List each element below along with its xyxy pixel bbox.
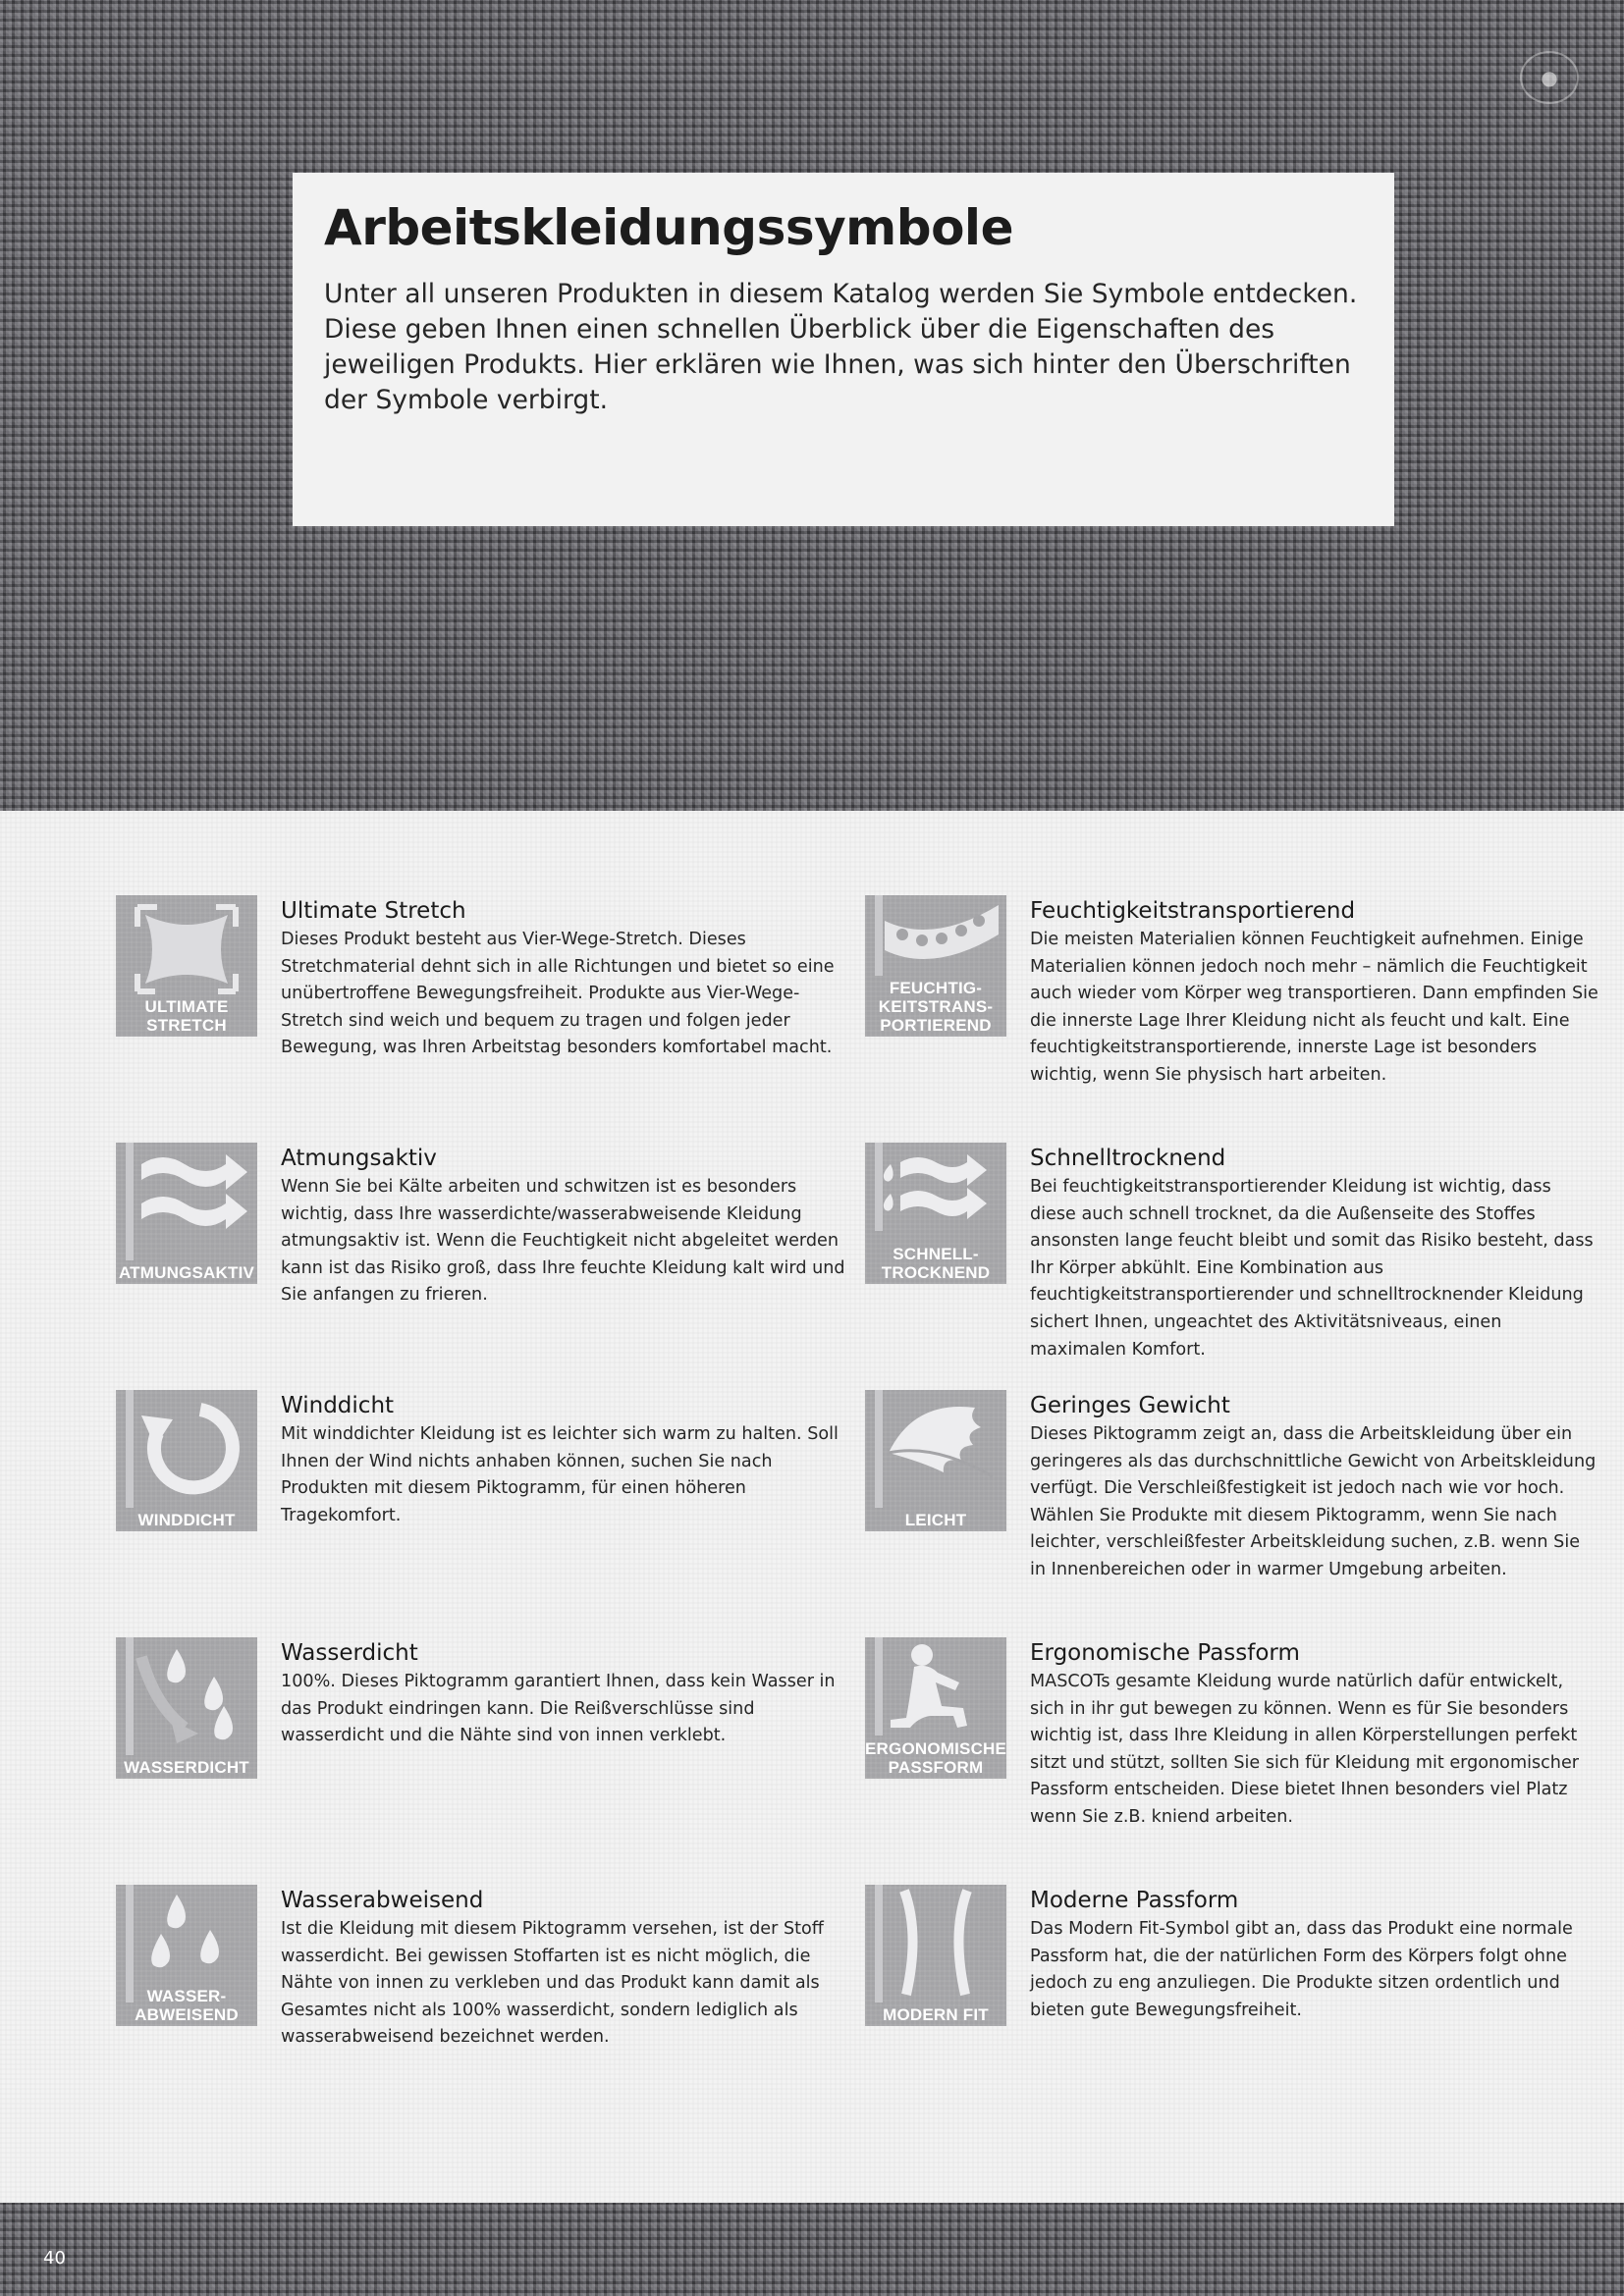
symbol-title: Schnelltrocknend (1030, 1146, 1226, 1171)
symbol-description: Wenn Sie bei Kälte arbeiten und schwitzen ist es besonders wichtig, dass Ihre wasserdichte/wasserabweisende Kleidung atmungsaktiv ist. Wenn die Feuchtigkeit nicht abgeleitet werden kann ist das Risiko groß, dass Ihre feuchte Kleidung kalt wird und Sie anfangen zu frieren. (281, 1177, 845, 1306)
symbol-description: Dieses Piktogramm zeigt an, dass die Arbeitskleidung über ein geringeres als das durchschnittliche Gewicht von Arbeitskleidung verfügt. Die Verschleißfestigkeit ist jedoch nach wie vor hoch. Wählen Sie Produkte mit diesem Piktogramm, wenn Sie nach leichter, verschleißfester Arbeitskleidung suchen, z.B. wenn Sie in Innenbereichen oder in warmer Umgebung arbeiten. (1030, 1424, 1597, 1579)
icon-label: ULTIMATE STRETCH (144, 997, 229, 1035)
symbol-title: Moderne Passform (1030, 1888, 1239, 1913)
icon-label: LEICHT (904, 1511, 967, 1529)
symbol-title: Ergonomische Passform (1030, 1640, 1300, 1666)
icon-label: ERGONOMISCHE PASSFORM (865, 1739, 1006, 1777)
icon-label: WASSERDICHT (124, 1758, 249, 1777)
symbol-description: 100%. Dieses Piktogramm garantiert Ihnen, dass kein Wasser in das Produkt eindringen kann. Die Reißverschlüsse sind wasserdicht und die Nähte sind von innen verklebt. (281, 1672, 836, 1746)
symbol-title: Ultimate Stretch (281, 898, 466, 924)
symbol-title: Winddicht (281, 1393, 395, 1418)
ultimate-stretch-icon (116, 895, 257, 1037)
wasserabweisend-icon (116, 1885, 257, 2026)
symbol-description: Mit winddichter Kleidung ist es leichter sich warm zu halten. Soll Ihnen der Wind nichts anhaben können, suchen Sie nach Produkten mit diesem Piktogramm, für einen höheren Tragekomfort. (281, 1424, 839, 1525)
mascot-logo-icon: ● (1520, 51, 1579, 104)
symbol-description: Die meisten Materialien können Feuchtigkeit aufnehmen. Einige Materialien können jedoch noch mehr – nämlich die Feuchtigkeit auch wieder vom Körper weg transportieren. Dann empfinden Sie die innerste Lage Ihrer Kleidung nicht als feucht und kalt. Eine feuchtigkeitstransportierende, innerste Lage ist besonders wichtig, wenn Sie physisch hart arbeiten. (1030, 930, 1598, 1085)
page-title: Arbeitskleidungssymbole (324, 199, 1013, 256)
icon-label: WINDDICHT (137, 1511, 236, 1529)
icon-label: WASSER- ABWEISEND (135, 1987, 239, 2024)
symbol-title: Feuchtigkeitstransportierend (1030, 898, 1356, 924)
symbol-description: Das Modern Fit-Symbol gibt an, dass das Produkt eine normale Passform hat, die der natürlichen Form des Körpers folgt ohne jedoch zu eng anzuliegen. Die Produkte sitzen ordentlich und bieten gute Bewegungsfreiheit. (1030, 1919, 1573, 2020)
wasserdicht-icon (116, 1637, 257, 1779)
intro-box (293, 173, 1394, 526)
schnelltrocknend-icon (865, 1143, 1006, 1284)
page-number: 40 (43, 2248, 66, 2269)
kneeling-worker-icon (865, 1637, 1006, 1779)
winddicht-icon (116, 1390, 257, 1531)
symbol-description: Dieses Produkt besteht aus Vier-Wege-Stretch. Dieses Stretchmaterial dehnt sich in alle Richtungen und bietet so eine unübertroffene Bewegungsfreiheit. Produkte aus Vier-Wege-Stretch sind weich und bequem zu tragen und folgen jeder Bewegung, was Ihren Arbeitstag besonders komfortabel macht. (281, 930, 835, 1058)
symbol-title: Wasserabweisend (281, 1888, 484, 1913)
icon-label: MODERN FIT (883, 2005, 989, 2024)
icon-label: FEUCHTIG- KEITSTRANS- PORTIEREND (878, 979, 994, 1035)
icon-label: ATMUNGSAKTIV (118, 1263, 255, 1282)
symbol-description: MASCOTs gesamte Kleidung wurde natürlich dafür entwickelt, sich in ihr gut bewegen zu können. Wenn es für Sie besonders wichtig ist, dass Ihre Kleidung in allen Körperstellungen perfekt sitzt und stützt, sollten Sie sich für Kleidung mit ergonomischer Passform entscheiden. Diese bietet Ihnen besonders viel Platz wenn Sie z.B. kniend arbeiten. (1030, 1672, 1580, 1827)
intro-text: Unter all unseren Produkten in diesem Katalog werden Sie Symbole entdecken. Diese geben Ihnen einen schnellen Überblick über die Eigenschaften des jeweiligen Produkts. Hier erklären wie Ihnen, was sich hinter den Überschriften der Symbole verbirgt. (324, 279, 1358, 415)
icon-label: SCHNELL- TROCKNEND (881, 1245, 991, 1282)
symbol-description: Ist die Kleidung mit diesem Piktogramm versehen, ist der Stoff wasserdicht. Bei gewissen Stoffarten ist es nicht möglich, die Nähte von innen zu verkleben und das Produkt kann damit als Gesamtes nicht als 100% wasserdicht, sondern lediglich als wasserabweisend bezeichnet werden. (281, 1919, 824, 2048)
feather-icon (865, 1390, 1006, 1531)
modern-fit-icon (865, 1885, 1006, 2026)
symbol-description: Bei feuchtigkeitstransportierender Kleidung ist wichtig, dass diese auch schnell trocknet, da die Außenseite des Stoffes ansonsten lange feucht bleibt und somit das Risiko besteht, dass Ihr Körper abkühlt. Eine Kombination aus feuchtigkeitstransportierender und schnelltrocknender Kleidung sichert Ihnen, ungeachtet des Aktivitätsniveaus, einen maximalen Komfort. (1030, 1177, 1594, 1360)
fabric-footer-background (0, 2203, 1624, 2296)
atmungsaktiv-icon (116, 1143, 257, 1284)
symbol-title: Geringes Gewicht (1030, 1393, 1230, 1418)
feuchtigkeitstransport-icon (865, 895, 1006, 1037)
symbol-title: Wasserdicht (281, 1640, 418, 1666)
symbol-title: Atmungsaktiv (281, 1146, 437, 1171)
